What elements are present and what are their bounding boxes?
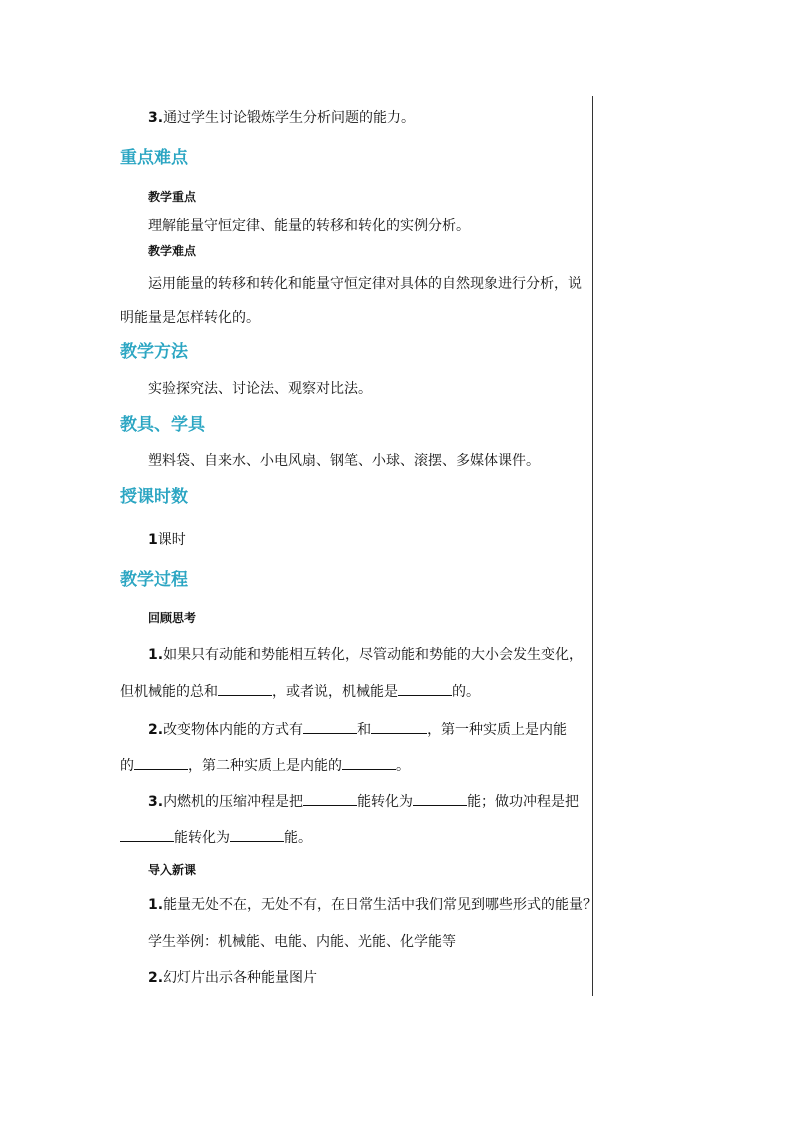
- tools-text: 塑料袋、自来水、小电风扇、钢笔、小球、滚摆、多媒体课件。: [148, 453, 540, 469]
- blank-4: [371, 719, 427, 734]
- margin-rule: [592, 96, 593, 996]
- heading-key-points: 重点难点: [120, 148, 188, 168]
- heading-methods: 教学方法: [120, 342, 188, 362]
- q2-text-b: 和: [357, 722, 372, 738]
- difficulty-text-line1: 运用能量的转移和转化和能量守恒定律对具体的自然现象进行分析，说: [148, 276, 582, 292]
- blank-10: [230, 827, 284, 842]
- n2-text: 幻灯片出示各种能量图片: [163, 970, 318, 986]
- focus-label: 教学重点: [148, 190, 197, 204]
- q2-text-c: ，第一种实质上是内能: [427, 722, 568, 738]
- q1-text-a: 如果只有动能和势能相互转化，尽管动能和势能的大小会发生变化，: [163, 647, 584, 663]
- difficulty-label: 教学难点: [148, 244, 197, 258]
- review-q1-line1: [148, 646, 583, 664]
- blank-2: [398, 681, 452, 696]
- review-q2-line1: [148, 719, 567, 739]
- blank-8: [413, 791, 467, 806]
- n2-number: 2.: [148, 970, 164, 986]
- q1-number: 1.: [148, 647, 164, 663]
- n1-number: 1.: [148, 897, 164, 913]
- q1-text-d: 的。: [452, 684, 480, 700]
- blank-7: [303, 791, 357, 806]
- review-q2-line2: [120, 755, 410, 775]
- q3-text-c: 能；做功冲程是把: [467, 794, 580, 810]
- blank-1: [218, 681, 272, 696]
- q2-text-a: 改变物体内能的方式有: [163, 722, 304, 738]
- q3-text-a: 内燃机的压缩冲程是把: [163, 794, 304, 810]
- q3-text-e: 能。: [284, 830, 312, 846]
- hours-number: 1: [148, 532, 158, 548]
- q3-text-d: 能转化为: [174, 830, 230, 846]
- blank-9: [120, 827, 174, 842]
- hours-text: [148, 531, 186, 549]
- new-lesson-item-2: [148, 969, 317, 987]
- new-lesson-item-1: [148, 896, 597, 914]
- review-q3-line1: [148, 791, 579, 811]
- blank-3: [303, 719, 357, 734]
- objective-item-3: [148, 109, 415, 127]
- q1-text-c: ，或者说，机械能是: [272, 684, 398, 700]
- q2-text-e: ，第二种实质上是内能的: [188, 758, 342, 774]
- blank-5: [134, 755, 188, 770]
- methods-text: 实验探究法、讨论法、观察对比法。: [148, 381, 372, 397]
- review-label: 回顾思考: [148, 611, 197, 625]
- new-lesson-answer: 学生举例：机械能、电能、内能、光能、化学能等: [148, 934, 456, 950]
- hours-unit: 课时: [157, 532, 186, 548]
- q2-text-f: 。: [396, 758, 410, 774]
- review-q3-line2: [120, 827, 312, 847]
- heading-hours: 授课时数: [120, 487, 188, 507]
- q3-number: 3.: [148, 794, 164, 810]
- focus-text: 理解能量守恒定律、能量的转移和转化的实例分析。: [148, 218, 470, 234]
- blank-6: [342, 755, 396, 770]
- heading-tools: 教具、学具: [120, 415, 205, 435]
- q2-number: 2.: [148, 722, 164, 738]
- heading-process: 教学过程: [120, 570, 188, 590]
- q3-text-b: 能转化为: [357, 794, 414, 810]
- q2-text-d: 的: [120, 758, 134, 774]
- n1-text: 能量无处不在，无处不有，在日常生活中我们常见到哪些形式的能量？: [163, 897, 598, 913]
- item-text: 通过学生讨论锻炼学生分析问题的能力。: [163, 110, 416, 126]
- new-lesson-label: 导入新课: [148, 863, 197, 877]
- difficulty-text-line2: 明能量是怎样转化的。: [120, 310, 260, 326]
- item-number: 3.: [148, 110, 164, 126]
- q1-text-b: 但机械能的总和: [120, 684, 218, 700]
- review-q1-line2: [120, 681, 480, 701]
